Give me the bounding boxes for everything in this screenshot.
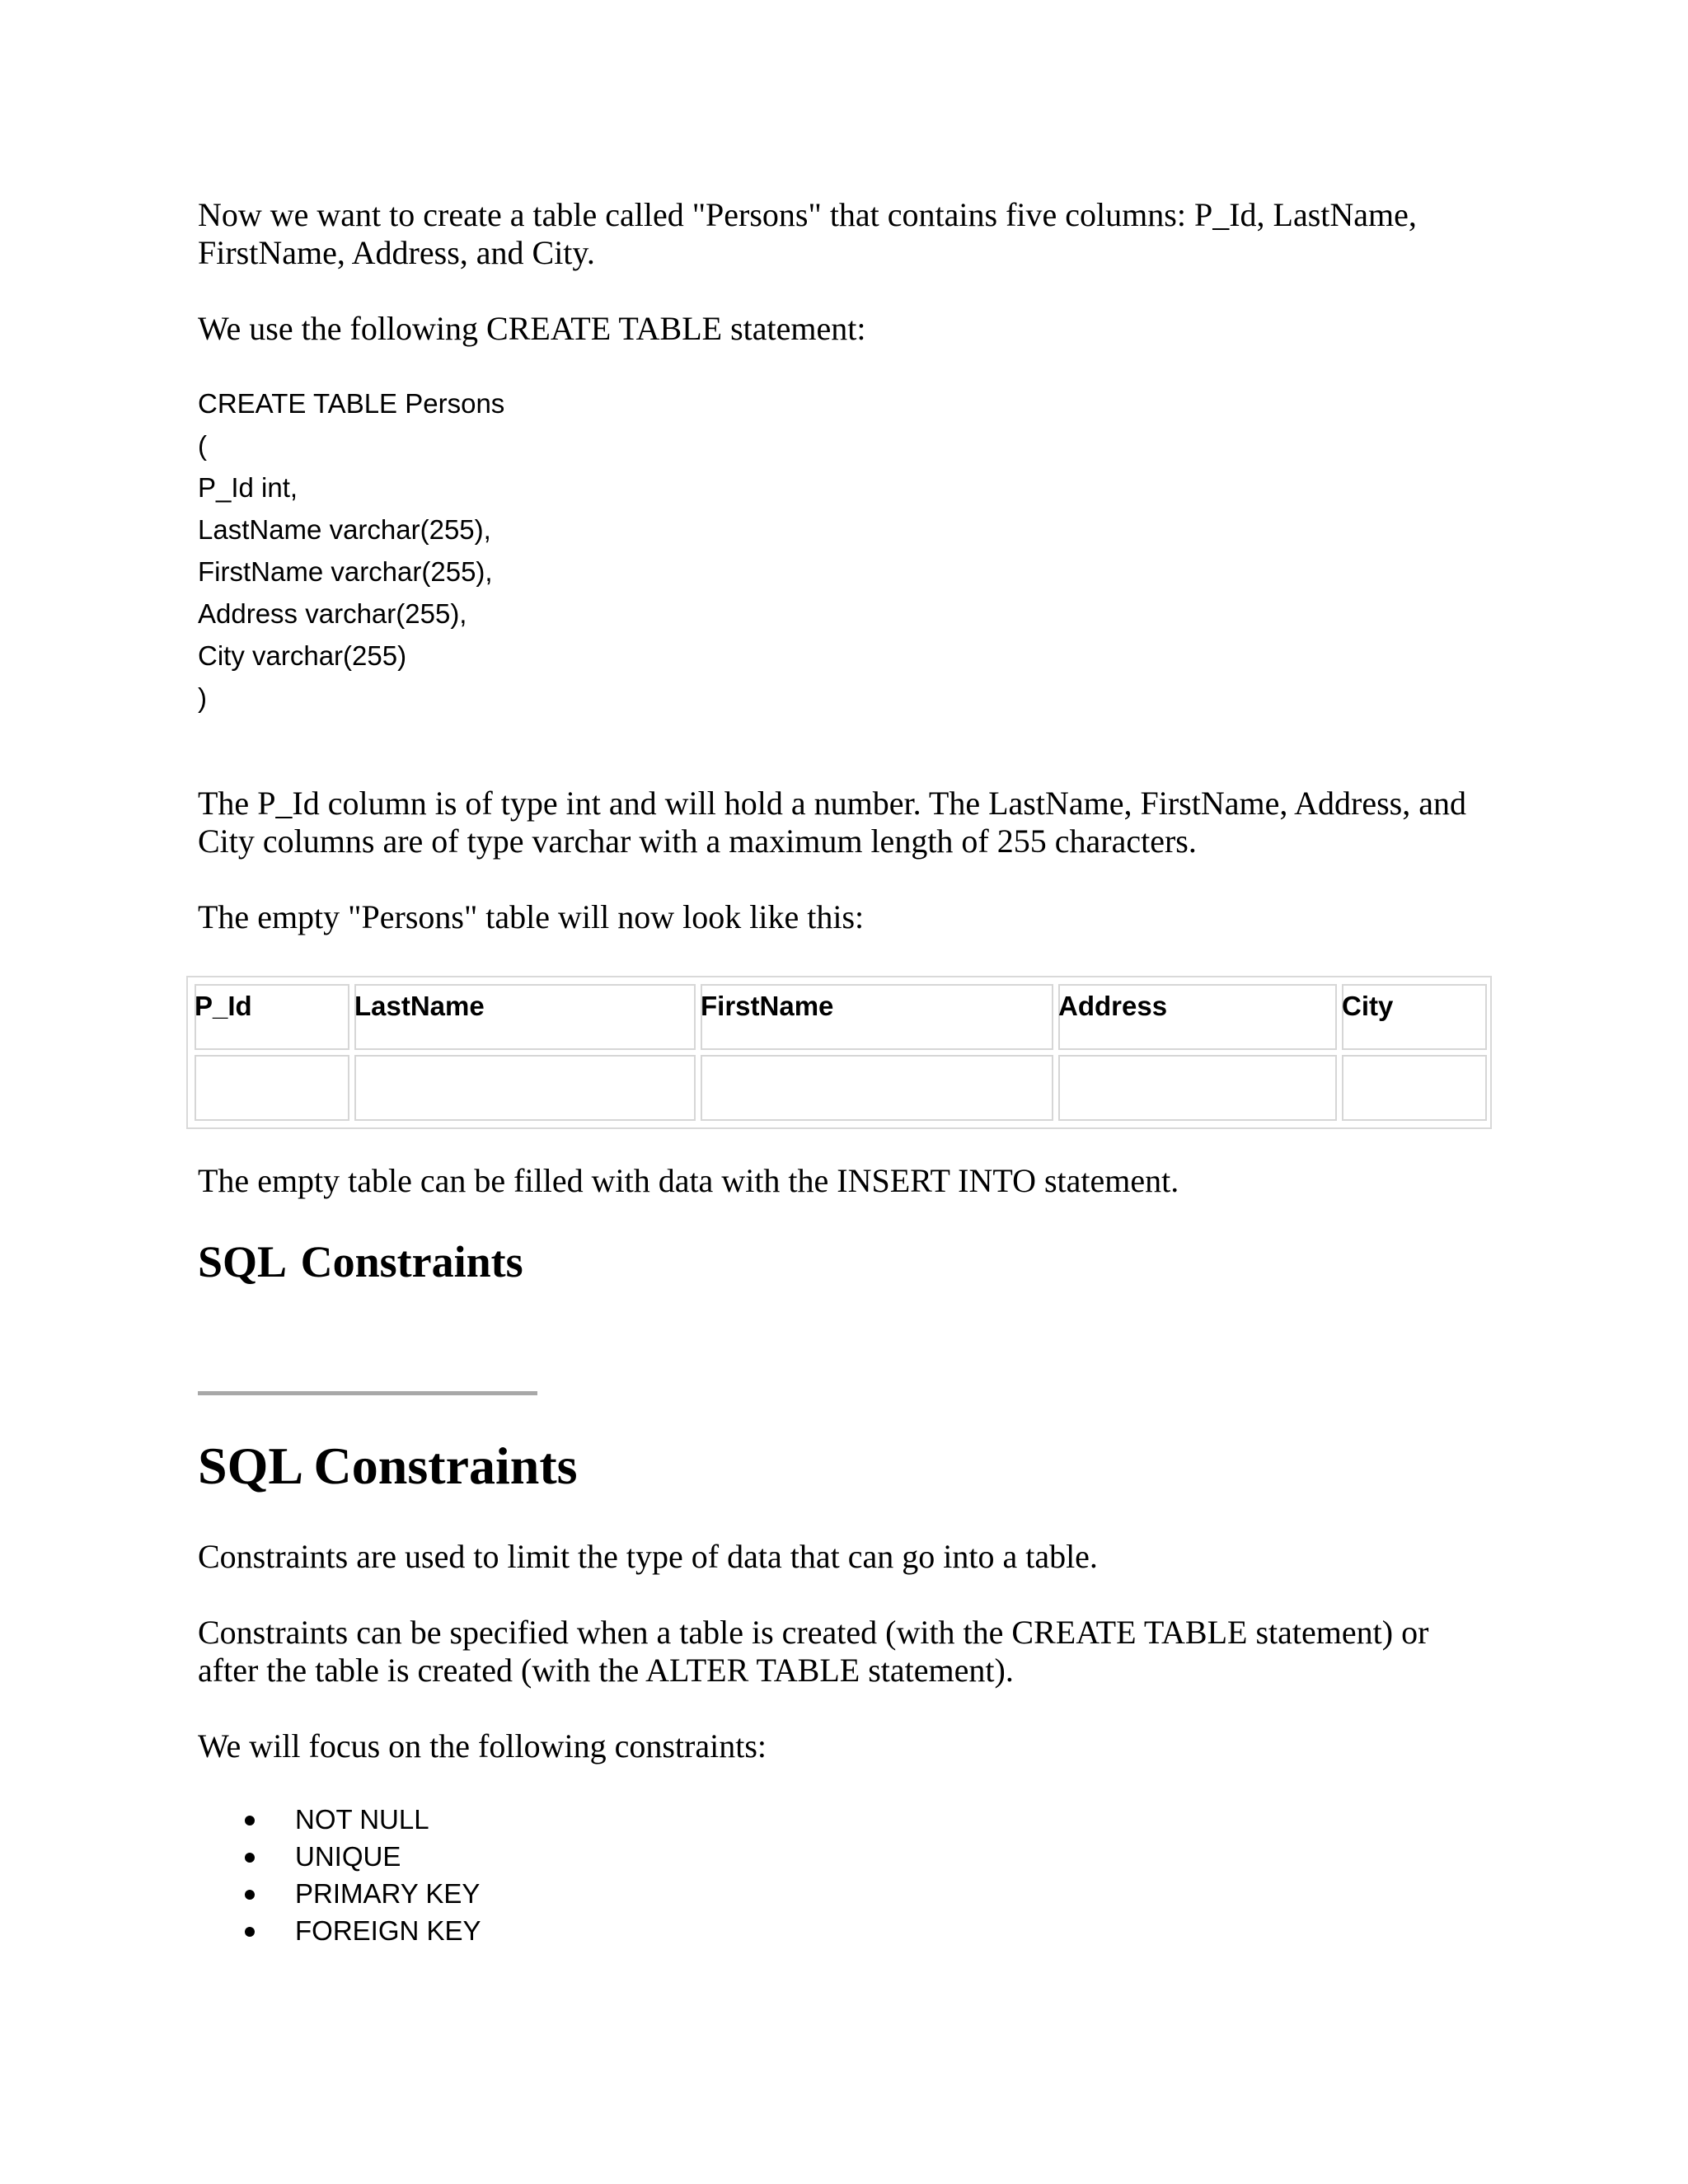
horizontal-rule xyxy=(198,1391,537,1395)
header-p-id: P_Id xyxy=(195,991,252,1021)
section-heading-big: SQL Constraints xyxy=(198,1436,578,1495)
explanation-line-2: City columns are of type varchar with a maximum length of 255 characters. xyxy=(198,823,1197,860)
list-item xyxy=(198,1801,481,1838)
list-item-label: PRIMARY KEY xyxy=(295,1878,481,1909)
header-firstname: FirstName xyxy=(701,991,834,1021)
constraints-when-paragraph xyxy=(198,1614,1484,1690)
table-header-cell xyxy=(1058,984,1337,1050)
persons-table xyxy=(186,976,1492,1129)
intro-line-1: Now we want to create a table called "Persons" that contains five columns: P_Id, LastName, xyxy=(198,196,1417,233)
constraints-definition: Constraints are used to limit the type of data that can go into a table. xyxy=(198,1538,1098,1575)
list-item-label: FOREIGN KEY xyxy=(295,1915,481,1946)
section-heading-small: SQL Constraints xyxy=(198,1237,523,1286)
list-item xyxy=(198,1912,481,1949)
table-header-cell xyxy=(1342,984,1487,1050)
explanation-line-1: The P_Id column is of type int and will hold a number. The LastName, FirstName, Address, and xyxy=(198,785,1467,822)
table-header-cell xyxy=(195,984,349,1050)
code-line: LastName varchar(255), xyxy=(198,514,491,545)
header-city: City xyxy=(1342,991,1394,1021)
code-line: ) xyxy=(198,682,207,713)
constraints-when-line-2: after the table is created (with the ALTER TABLE statement). xyxy=(198,1652,1014,1689)
code-line: FirstName varchar(255), xyxy=(198,556,493,587)
insert-note: The empty table can be filled with data with the INSERT INTO statement. xyxy=(198,1162,1179,1199)
intro-line-2: FirstName, Address, and City. xyxy=(198,234,595,271)
bullet-icon xyxy=(245,1853,255,1863)
focus-intro: We will focus on the following constraints: xyxy=(198,1727,767,1765)
list-item xyxy=(198,1838,481,1875)
constraint-list xyxy=(198,1801,481,1949)
list-item xyxy=(198,1875,481,1912)
list-item-label: NOT NULL xyxy=(295,1804,429,1835)
table-header-cell xyxy=(701,984,1053,1050)
intro-paragraph xyxy=(198,196,1484,272)
table-cell xyxy=(1342,1055,1487,1121)
table-cell xyxy=(354,1055,696,1121)
code-line: City varchar(255) xyxy=(198,640,407,671)
list-item-label: UNIQUE xyxy=(295,1841,401,1872)
table-cell xyxy=(1058,1055,1337,1121)
bullet-icon xyxy=(245,1890,255,1900)
code-line: ( xyxy=(198,430,207,461)
create-table-code xyxy=(198,382,504,719)
bullet-icon xyxy=(245,1927,255,1937)
code-line: Address varchar(255), xyxy=(198,598,467,629)
bullet-icon xyxy=(245,1816,255,1825)
code-line: P_Id int, xyxy=(198,472,298,503)
use-statement-paragraph: We use the following CREATE TABLE statement: xyxy=(198,310,866,347)
code-line: CREATE TABLE Persons xyxy=(198,388,505,419)
table-cell xyxy=(195,1055,349,1121)
constraints-when-line-1: Constraints can be specified when a table is created (with the CREATE TABLE statement) or xyxy=(198,1614,1429,1651)
header-lastname: LastName xyxy=(354,991,485,1021)
empty-table-intro: The empty "Persons" table will now look like this: xyxy=(198,898,865,935)
table-cell xyxy=(701,1055,1053,1121)
header-address: Address xyxy=(1058,991,1168,1021)
table-header-cell xyxy=(354,984,696,1050)
explanation-paragraph xyxy=(198,785,1484,860)
